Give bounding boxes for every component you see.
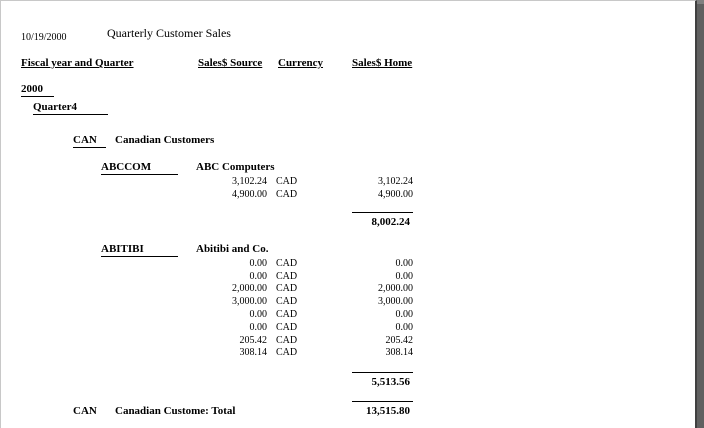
report-title: Quarterly Customer Sales — [107, 26, 231, 40]
sales-home: 205.42 — [385, 335, 413, 346]
report-date: 10/19/2000 — [21, 32, 67, 43]
customer-subtotal: 8,002.24 — [371, 216, 410, 228]
region-total-label: Canadian Custome: Total — [115, 405, 236, 417]
customer-code: ABCCOM — [101, 161, 152, 173]
sales-home: 0.00 — [395, 322, 413, 333]
col-header-currency: Currency — [278, 57, 324, 69]
currency-code: CAD — [276, 296, 298, 307]
sales-home: 0.00 — [395, 258, 413, 269]
currency-code: CAD — [276, 309, 298, 320]
table-row — [1, 296, 697, 309]
region-total-code: CAN — [73, 405, 97, 417]
table-row — [1, 309, 697, 322]
page-shadow — [697, 4, 704, 428]
sales-home: 3,000.00 — [378, 296, 413, 307]
customer-name: ABC Computers — [196, 161, 275, 173]
subtotal-rule — [352, 372, 413, 373]
sales-home: 308.14 — [385, 347, 413, 358]
sales-home: 0.00 — [395, 309, 413, 320]
region-total: 13,515.80 — [366, 405, 410, 417]
fiscal-quarter: Quarter4 — [33, 101, 77, 113]
sales-source: 3,000.00 — [232, 296, 267, 307]
customer-name: Abitibi and Co. — [196, 243, 269, 255]
customer-underline — [101, 174, 178, 175]
table-row — [1, 189, 697, 202]
col-header-source: Sales$ Source — [198, 57, 263, 69]
sales-home: 2,000.00 — [378, 283, 413, 294]
currency-code: CAD — [276, 258, 298, 269]
col-header-home: Sales$ Home — [352, 57, 413, 69]
total-rule — [352, 401, 413, 402]
sales-home: 0.00 — [395, 271, 413, 282]
subtotal-rule — [352, 212, 413, 213]
currency-code: CAD — [276, 283, 298, 294]
currency-code: CAD — [276, 189, 298, 200]
fiscal-year: 2000 — [21, 83, 43, 95]
sales-source: 2,000.00 — [232, 283, 267, 294]
currency-code: CAD — [276, 271, 298, 282]
customer-subtotal: 5,513.56 — [371, 376, 410, 388]
year-underline — [21, 96, 54, 97]
table-row — [1, 347, 697, 360]
currency-code: CAD — [276, 322, 298, 333]
region-underline — [73, 147, 106, 148]
quarter-underline — [33, 114, 108, 115]
region-name: Canadian Customers — [115, 134, 215, 146]
sales-source: 205.42 — [239, 335, 267, 346]
sales-source: 0.00 — [249, 258, 267, 269]
col-header-fiscal: Fiscal year and Quarter — [21, 57, 134, 69]
sales-source: 0.00 — [249, 322, 267, 333]
sales-source: 0.00 — [249, 271, 267, 282]
sales-source: 4,900.00 — [232, 189, 267, 200]
sales-home: 3,102.24 — [378, 176, 413, 187]
currency-code: CAD — [276, 335, 298, 346]
currency-code: CAD — [276, 176, 298, 187]
table-row — [1, 283, 697, 296]
table-row — [1, 322, 697, 335]
sales-source: 308.14 — [239, 347, 267, 358]
currency-code: CAD — [276, 347, 298, 358]
customer-code: ABITIBI — [101, 243, 144, 255]
sales-source: 3,102.24 — [232, 176, 267, 187]
sales-home: 4,900.00 — [378, 189, 413, 200]
customer-underline — [101, 256, 178, 257]
region-code: CAN — [73, 134, 97, 146]
table-row — [1, 176, 697, 189]
sales-source: 0.00 — [249, 309, 267, 320]
table-row — [1, 258, 697, 271]
